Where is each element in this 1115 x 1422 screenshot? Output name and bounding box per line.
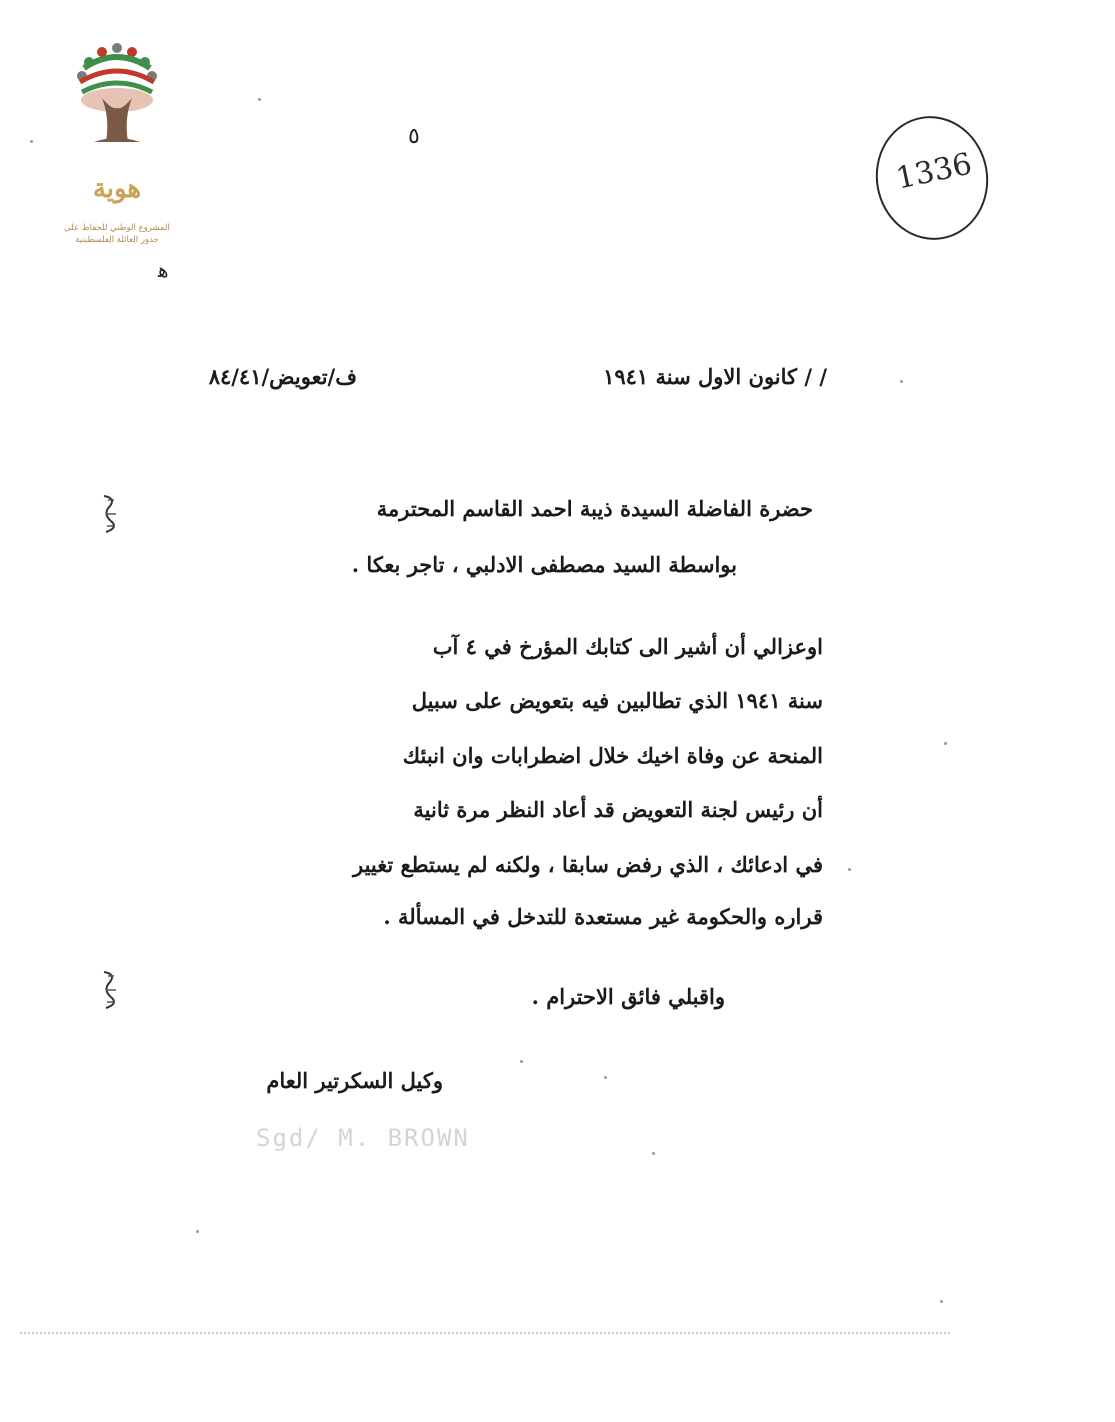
stray-ink-mark: ٥ [408,124,420,149]
scan-speck [944,742,947,745]
scan-speck [900,380,903,383]
scan-speck [520,1060,523,1063]
signature-title: وكيل السكرتير العام [266,1068,443,1093]
logo-subtitle-line-1: المشروع الوطني للحفاظ على [64,223,170,233]
closing-salutation: واقبلي فائق الاحترام . [531,984,725,1009]
scan-speck [30,140,33,143]
binding-hole-mark-icon [98,492,122,536]
scan-speck [940,1300,943,1303]
hawiya-logo [62,38,172,245]
body-line: المنحة عن وفاة اخيك خلال اضطرابات وان انبئك [402,743,823,768]
logo-subtitle-line-2: جذور العائلة الفلسطينية [75,235,159,245]
stray-ink-mark: ﻫ [158,258,169,282]
via-line: بواسطة السيد مصطفى الادلبي ، تاجر بعكا . [351,552,737,577]
body-line: في ادعائك ، الذي رفض سابقا ، ولكنه لم يستطع تغيير [353,852,823,877]
scan-speck [258,98,261,101]
body-line: أن رئيس لجنة التعويض قد أعاد النظر مرة ثانية [413,797,823,822]
addressee: حضرة الفاضلة السيدة ذيبة احمد القاسم المحترمة [376,496,813,521]
logo-wordmark: هوية [92,174,142,204]
faded-signature: Sgd/ M. BROWN [256,1124,470,1152]
reference-number: ف/تعويض/٨٤/٤١ [208,364,357,389]
family-tree-icon [72,38,162,178]
archive-number-stamp [872,112,992,244]
scan-speck [604,1076,607,1079]
body-line: قراره والحكومة غير مستعدة للتدخل في المسألة . [383,904,823,929]
letter-date: / / كانون الاول سنة ١٩٤١ [603,364,827,389]
scan-edge-dotted-line [20,1332,950,1334]
scan-speck [196,1230,199,1233]
body-line: اوعزالي أن أشير الى كتابك المؤرخ في ٤ آب [432,634,823,659]
stamp-number: 1336 [893,146,975,197]
binding-hole-mark-icon [98,968,122,1012]
body-line: سنة ١٩٤١ الذي تطالبين فيه بتعويض على سبيل [411,688,823,713]
scan-speck [848,868,851,871]
scan-speck [652,1152,655,1155]
